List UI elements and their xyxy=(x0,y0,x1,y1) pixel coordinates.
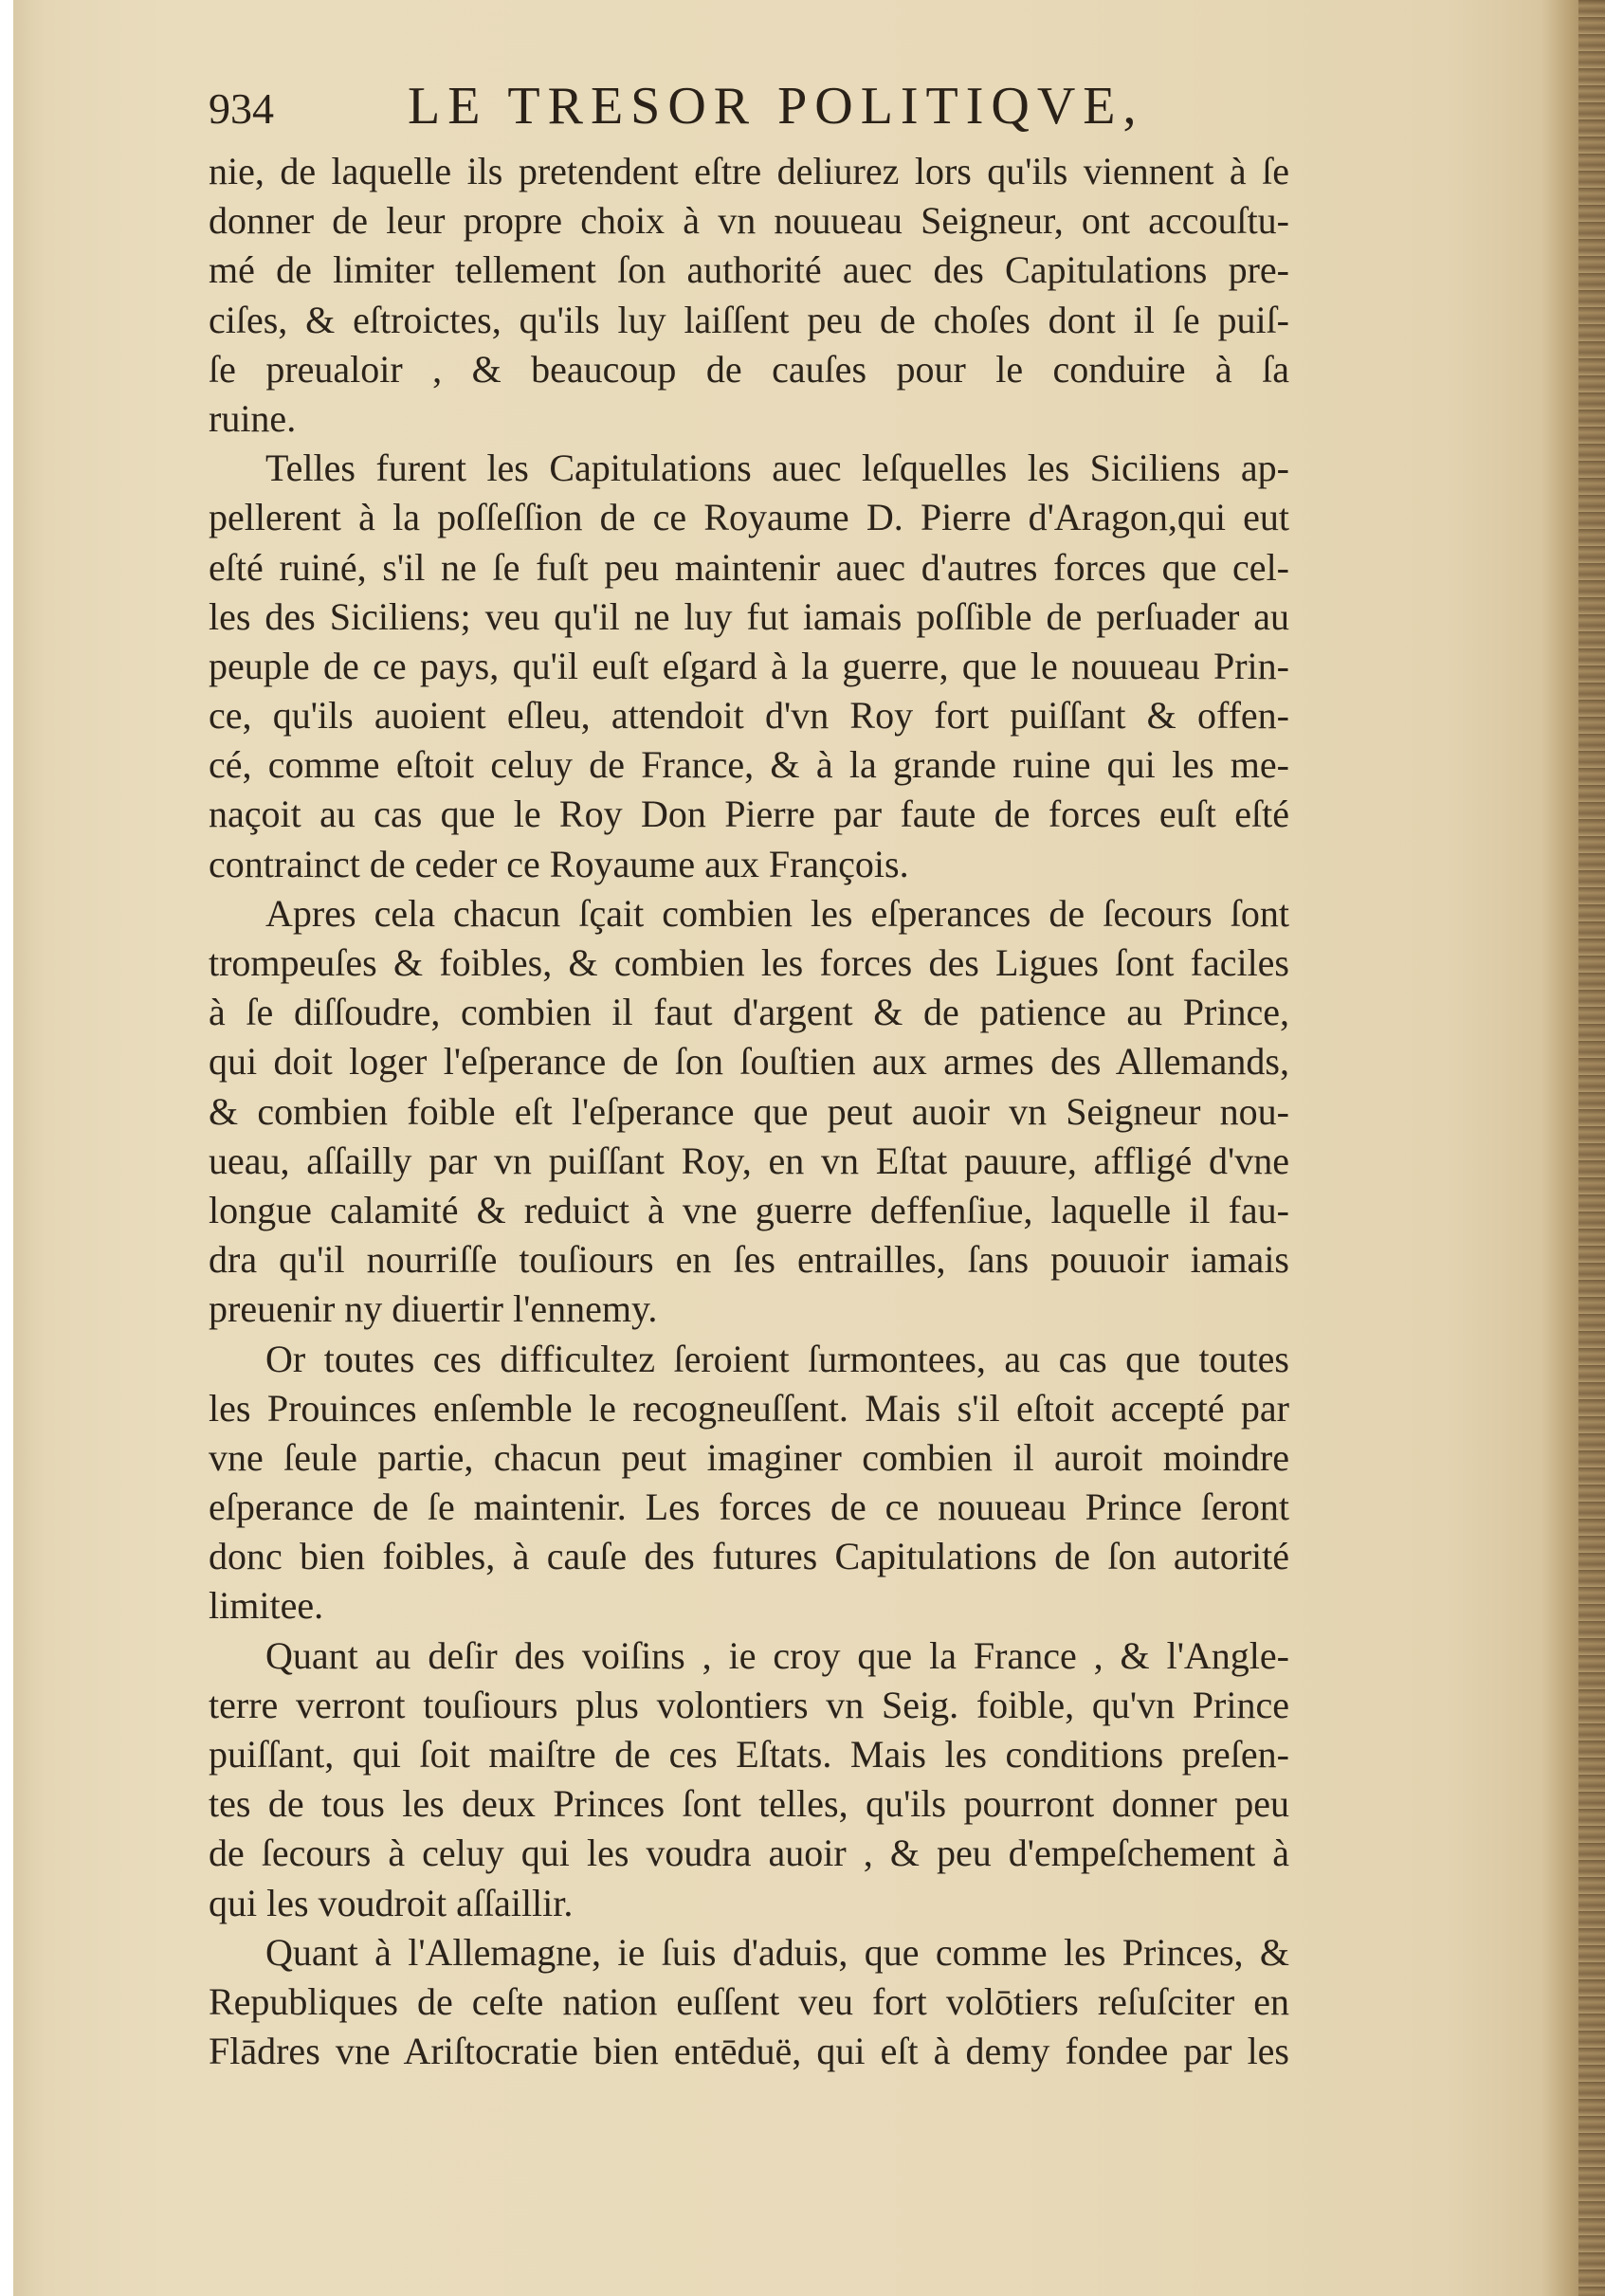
text-line: peuple de ce pays, qu'il euſt eſgard à la guerre, que le nouueau Prin- xyxy=(209,644,1289,687)
text-line: donc bien foibles, à cauſe des futures Capitulations de ſon autorité xyxy=(209,1535,1289,1578)
text-line: dra qu'il nourriſſe touſiours en ſes entrailles, ſans pouuoir iamais xyxy=(209,1238,1289,1282)
text-line: Quant au deſir des voiſins , ie croy que la France , & l'Angle- xyxy=(265,1633,1289,1677)
text-line: Quant à l'Allemagne, ie ſuis d'aduis, que comme les Princes, & xyxy=(265,1930,1289,1974)
text-line: mé de limiter tellement ſon authorité auec des Capitulations pre- xyxy=(209,248,1289,292)
text-line: naçoit au cas que le Roy Don Pierre par faute de forces euſt eſté xyxy=(209,793,1289,836)
text-line: longue calamité & reduict à vne guerre deffenſiue, laquelle il fau- xyxy=(209,1188,1289,1231)
text-line: les Prouinces enſemble le recogneuſſent. Mais s'il eſtoit accepté par xyxy=(209,1386,1289,1430)
text-line: ueau, aſſailly par vn puiſſant Roy, en vn Eſtat pauure, affligé d'vne xyxy=(209,1139,1289,1182)
running-title: LE TRESOR POLITIQVE, xyxy=(408,77,1144,136)
text-line: ce, qu'ils auoient eſleu, attendoit d'vn Roy fort puiſſant & offen- xyxy=(209,694,1289,738)
text-line: les des Siciliens; veu qu'il ne luy fut iamais poſſible de perſuader au xyxy=(209,594,1289,638)
text-line: ruine. xyxy=(209,396,297,440)
body-text xyxy=(209,147,1289,2076)
text-line: à ſe diſſoudre, combien il faut d'argent & de patience au Prince, xyxy=(209,991,1289,1034)
text-line: qui doit loger l'eſperance de ſon ſouſtien aux armes des Allemands, xyxy=(209,1040,1289,1084)
text-line: Republiques de ceſte nation euſſent veu fort volōtiers reſuſciter en xyxy=(209,1979,1289,2023)
text-line: Apres cela chacun ſçait combien les eſperances de ſecours ſont xyxy=(265,891,1289,935)
text-line: eſté ruiné, s'il ne ſe fuſt peu maintenir auec d'autres forces que cel- xyxy=(209,545,1289,589)
text-line: cé, comme eſtoit celuy de France, & à la grande ruine qui les me- xyxy=(209,743,1289,787)
text-line: terre verront touſiours plus volontiers vn Seig. foible, qu'vn Prince xyxy=(209,1683,1289,1726)
text-line: ſe preualoir , & beaucoup de cauſes pour le conduire à ſa xyxy=(209,347,1289,391)
text-line: ciſes, & eſtroictes, qu'ils luy laiſſent peu de choſes dont il ſe puiſ- xyxy=(209,298,1289,341)
text-line: trompeuſes & foibles, & combien les forces des Ligues ſont faciles xyxy=(209,941,1289,984)
text-line: tes de tous les deux Princes ſont telles, qu'ils pourront donner peu xyxy=(209,1782,1289,1826)
text-line: eſperance de ſe maintenir. Les forces de ce nouueau Prince ſeront xyxy=(209,1485,1289,1529)
text-line: & combien foible eſt l'eſperance que peut auoir vn Seigneur nou- xyxy=(209,1089,1289,1133)
page-header xyxy=(209,66,1289,152)
text-line: donner de leur propre choix à vn nouueau Seigneur, ont accouſtu- xyxy=(209,199,1289,243)
text-line: nie, de laquelle ils pretendent eſtre deliurez lors qu'ils viennent à ſe xyxy=(209,150,1289,192)
text-line: pellerent à la poſſeſſion de ce Royaume D. Pierre d'Aragon,qui eut xyxy=(209,496,1289,539)
text-line: contrainct de ceder ce Royaume aux François. xyxy=(209,842,909,885)
text-line: vne ſeule partie, chacun peut imaginer combien il auroit moindre xyxy=(209,1435,1289,1479)
text-line: Or toutes ces difficultez ſeroient ſurmontees, au cas que toutes xyxy=(265,1337,1289,1380)
text-line: Telles furent les Capitulations auec leſquelles les Siciliens ap- xyxy=(265,446,1289,490)
book-page xyxy=(13,0,1605,2296)
text-line: puiſſant, qui ſoit maiſtre de ces Eſtats. Mais les conditions preſen- xyxy=(209,1733,1289,1776)
text-line: limitee. xyxy=(209,1584,324,1628)
text-line: de ſecours à celuy qui les voudra auoir , & peu d'empeſchement à xyxy=(209,1831,1289,1875)
text-line: Flādres vne Ariſtocratie bien entēduë, qui eſt à demy fondee par les xyxy=(209,2030,1289,2073)
text-line: preuenir ny diuertir l'ennemy. xyxy=(209,1287,658,1331)
page-number: 934 xyxy=(209,84,274,133)
text-line: qui les voudroit aſſaillir. xyxy=(209,1881,574,1924)
